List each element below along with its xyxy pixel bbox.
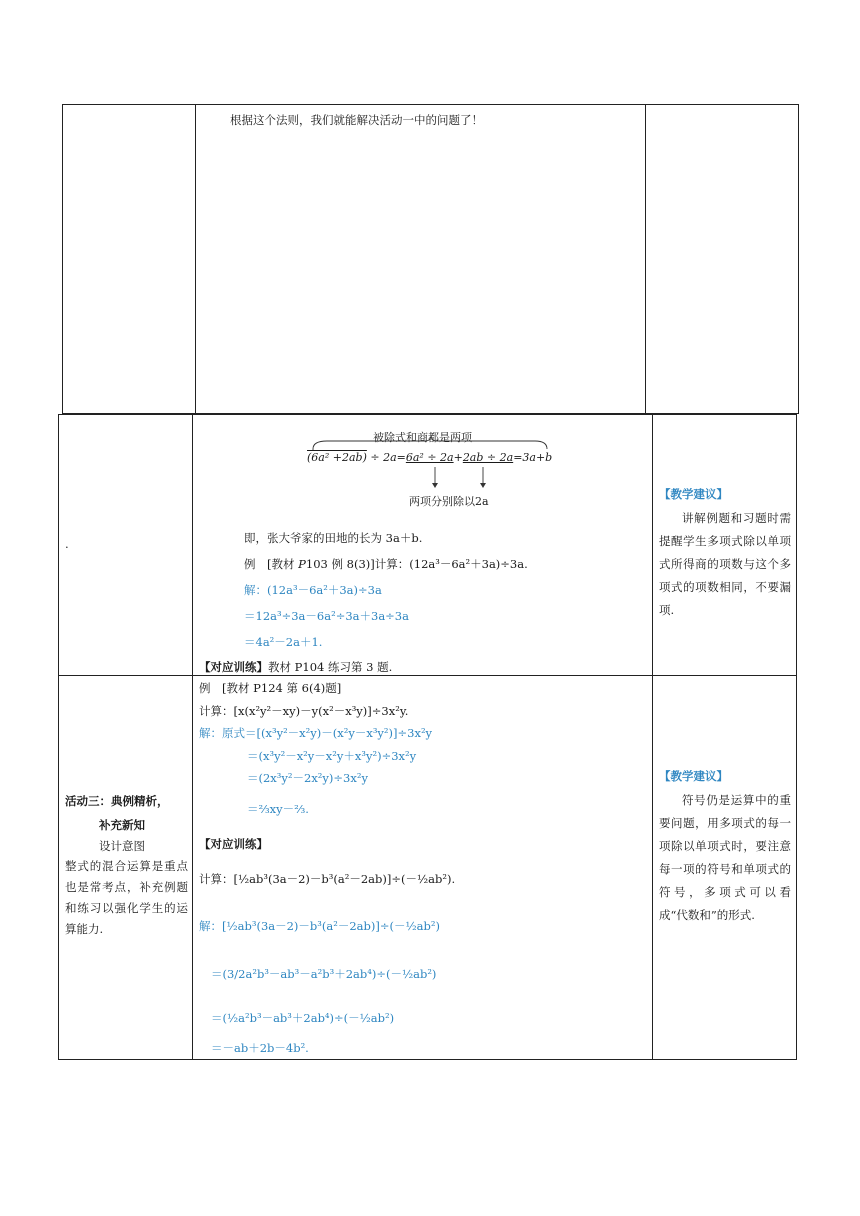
expr-result: =3a+b — [513, 451, 553, 464]
diagram-top-label: 被除式和商都是两项 — [373, 431, 472, 444]
teaching-tip-text: 讲解例题和习题时需提醒学生多项式除以单项式所得商的项数与这个多项式的项数相同，不要漏项. — [659, 511, 791, 617]
table2-right-cell — [652, 414, 797, 676]
solution-line-1: 解：(12a³－6a²＋3a)÷3a — [244, 583, 382, 597]
table1-left-cell — [62, 104, 196, 414]
example-prefix: 例 [教材 — [244, 557, 299, 571]
line-result: 即，张大爷家的田地的长为 3a＋b. — [244, 531, 423, 545]
diagram-bottom-label: 两项分别除以2a — [409, 495, 489, 508]
diagram-expression — [307, 451, 552, 464]
train-tag: 【对应训练】 — [199, 660, 268, 674]
activity-title-1: 活动三：典例精析， — [65, 794, 169, 808]
solution-line-2: ＝12a³÷3a－6a²÷3a＋3a÷3a — [244, 609, 409, 623]
train-solution-1: 解：[½ab³(3a－2)－b³(a²－2ab)]÷(－½ab²) — [199, 919, 440, 933]
expr-lhs: (6a² +2ab) — [307, 451, 367, 464]
train-calc: 计算：[½ab³(3a－2)－b³(a²－2ab)]÷(－½ab²). — [199, 872, 456, 886]
teaching-tip-tag-2: 【教学建议】 — [659, 769, 728, 783]
ex-solution-2: ＝(x³y²－x²y－x²y＋x³y²)÷3x²y — [247, 749, 417, 763]
train-solution-4: ＝－ab＋2b－4b². — [211, 1041, 309, 1055]
expr-plus: + — [453, 451, 463, 464]
design-intent-text: 整式的混合运算是重点也是常考点，补充例题和练习以强化学生的运算能力. — [65, 859, 188, 936]
expr-term1: 6a² ÷ 2a — [405, 451, 454, 464]
ex-solution-3: ＝(2x³y²－2x²y)÷3x²y — [247, 771, 368, 785]
example-calc: 计算：[x(x²y²－xy)－y(x²－x³y)]÷3x²y. — [199, 704, 409, 718]
table1-mid-cell — [195, 104, 646, 414]
teaching-tip-text-2: 符号仍是运算中的重要问题，用多项式的每一项除以单项式时，要注意每一项的符号和单项式的符号，多项式可以看成“代数和”的形式. — [659, 793, 791, 922]
table3-mid-cell — [192, 675, 653, 1060]
activity-title-2: 补充新知 — [99, 818, 145, 832]
table2-mid-cell — [192, 414, 653, 676]
division-diagram — [307, 427, 557, 507]
example-line — [244, 556, 528, 572]
train-line — [199, 659, 392, 675]
table3-right-cell — [652, 675, 797, 1060]
train-solution-2: ＝(3/2a²b³－ab³－a²b³＋2ab⁴)÷(－½ab²) — [211, 967, 437, 981]
train-text: 教材 P104 练习第 3 题. — [268, 660, 393, 674]
table3-left-cell — [58, 675, 193, 1060]
train-tag-2: 【对应训练】 — [199, 837, 268, 851]
expr-term2: 2ab ÷ 2a — [462, 451, 514, 464]
ex-solution-4: ＝⅔xy－⅔. — [247, 802, 309, 816]
expr-div: ÷ 2a= — [366, 451, 406, 464]
example-ref: 103 例 8(3)]计算：(12a³－6a²＋3a)÷3a. — [305, 557, 528, 571]
table1-right-cell — [645, 104, 799, 414]
teaching-tip-tag: 【教学建议】 — [659, 487, 728, 501]
solution-line-3: ＝4a²－2a＋1. — [244, 635, 323, 649]
train-solution-3: ＝(½a²b³－ab³＋2ab⁴)÷(－½ab²) — [211, 1011, 395, 1025]
table2-left-cell — [58, 414, 193, 676]
example-head: 例 [教材 P124 第 6(4)题] — [199, 681, 342, 695]
ex-solution-1: 解：原式＝[(x³y²－x²y)－(x²y－x³y²)]÷3x²y — [199, 726, 433, 740]
left-mark: . — [65, 537, 69, 551]
example-p: P — [298, 557, 306, 571]
table1-mid-text: 根据这个法则，我们就能解决活动一中的问题了！ — [230, 113, 483, 127]
design-intent-label: 设计意图 — [99, 839, 145, 853]
